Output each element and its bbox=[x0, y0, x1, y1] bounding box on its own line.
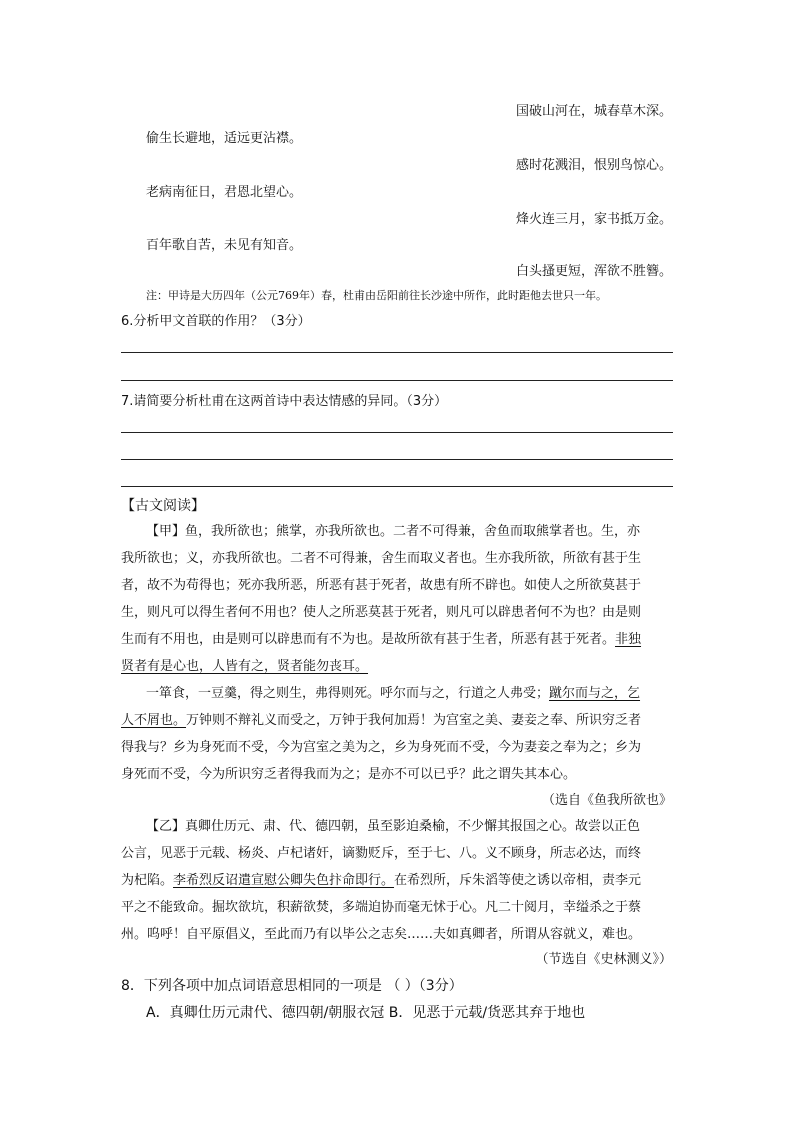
text-line bbox=[146, 685, 673, 703]
underlined-sentence: 贤者有是心也，人皆有之，贤者能勿丧耳。 bbox=[121, 659, 369, 674]
text-line: 州。呜呼！自平原倡义，至此而乃有以毕公之志矣……夫如真卿者，所谓从容就义，难也。 bbox=[121, 927, 642, 942]
poem-line: 老病南征日，君恩北望心。 bbox=[146, 185, 303, 200]
text-line: 平之不能致命。掘坎欲坑，积薪欲焚，多端迫协而毫无怵于心。凡二十阅月，幸缢杀之于蔡 bbox=[121, 900, 642, 915]
text-line: 者，故不为苟得也；死亦我所恶，所恶有甚于死者，故患有所不辟也。如使人之所欲莫甚于 bbox=[121, 578, 642, 593]
question-7: 7.请简要分析杜甫在这两首诗中表达情感的异同。（3分） bbox=[121, 394, 448, 409]
underlined-sentence: 非独 bbox=[615, 632, 642, 647]
poem-line: 烽火连三月，家书抵万金。 bbox=[515, 212, 672, 227]
text-segment: 为杞陷。 bbox=[121, 873, 174, 888]
text-line: 我所欲也；义，亦我所欲也。二者不可得兼，舍生而取义者也。生亦我所欲，所欲有甚于生 bbox=[121, 551, 642, 566]
text-line: 得我与？乡为身死而不受，今为宫室之美为之，乡为身死而不受，今为妻妾之奉为之；乡为 bbox=[121, 740, 642, 755]
underlined-sentence: 人不屑也。 bbox=[121, 713, 187, 728]
section-heading: 【古文阅读】 bbox=[121, 498, 205, 514]
text-line bbox=[121, 631, 673, 649]
answer-line[interactable] bbox=[121, 432, 673, 433]
source-citation: （节选自《史林测义》） bbox=[535, 952, 672, 967]
text-line: 身死而不受，今为所识穷乏者得我而为之；是亦不可以已乎？此之谓失其本心。 bbox=[121, 767, 577, 782]
text-line bbox=[121, 872, 673, 890]
underlined-sentence: 李希烈反诏遣宣慰公卿失色抃命即行。 bbox=[173, 873, 395, 888]
text-line: 【甲】鱼，我所欲也；熊掌，亦我所欲也。二者不可得兼，舍鱼而取熊掌者也。生，亦 bbox=[146, 524, 641, 539]
poem-note: 注：甲诗是大历四年（公元769年）春，杜甫由岳阳前往长沙途中所作，此时距他去世只一年。 bbox=[146, 289, 607, 302]
text-line: 生，则凡可以得生者何不用也？使人之所恶莫甚于死者，则凡可以辟患者何不为也？由是则 bbox=[121, 605, 642, 620]
answer-line[interactable] bbox=[121, 486, 673, 487]
text-segment: 在希烈所，斥朱滔等使之诱以帝相，责李元 bbox=[394, 873, 642, 888]
poem-line: 国破山河在，城春草木深。 bbox=[515, 104, 672, 119]
question-8: 8．下列各项中加点词语意思相同的一项是 （ ）（3分） bbox=[121, 978, 463, 994]
poem-line: 百年歌自苦，未见有知音。 bbox=[146, 238, 303, 253]
poem-line: 感时花溅泪，恨别鸟惊心。 bbox=[515, 158, 672, 173]
underlined-sentence: 蹴尔而与之，乞 bbox=[549, 686, 641, 701]
answer-line[interactable] bbox=[121, 352, 673, 353]
text-segment: 生而有不用也，由是则可以辟患而有不为也。是故所欲有甚于生者，所恶有甚于死者。 bbox=[121, 632, 616, 647]
answer-line[interactable] bbox=[121, 459, 673, 460]
question-8-options: A．真卿仕历元肃代、德四朝/朝服衣冠 B．见恶于元载/货恶其弃于地也 bbox=[146, 1005, 586, 1021]
text-line: 公言，见恶于元载、杨炎、卢杞诸奸，谪勠贬斥，至于七、八。义不顾身，所志必达，而终 bbox=[121, 846, 642, 861]
text-line bbox=[121, 712, 673, 730]
source-citation: （选自《鱼我所欲也》 bbox=[541, 793, 672, 808]
text-line: 【乙】真卿仕历元、肃、代、德四朝，虽至影迫桑榆，不少懈其报国之心。故尝以正色 bbox=[146, 819, 641, 834]
poem-line: 白头搔更短，浑欲不胜簪。 bbox=[515, 264, 672, 279]
poem-line: 偷生长避地，适远更沾襟。 bbox=[146, 131, 303, 146]
text-segment: 万钟则不辩礼义而受之，万钟于我何加焉！为宫室之美、妻妾之奉、所识穷乏者 bbox=[186, 713, 642, 728]
question-6: 6.分析甲文首联的作用？（3分） bbox=[121, 314, 311, 329]
text-segment: 一箪食，一豆羹，得之则生，弗得则死。呼尔而与之，行道之人弗受； bbox=[146, 686, 550, 701]
answer-line[interactable] bbox=[121, 380, 673, 381]
